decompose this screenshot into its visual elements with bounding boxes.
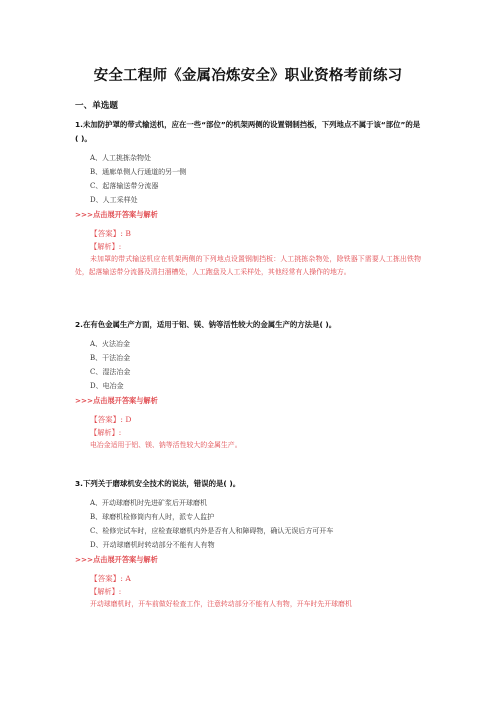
option-d: D、人工采样处 — [90, 196, 138, 204]
answer-label: 【答案】: A — [90, 574, 131, 583]
option-c: C、检修完试车时，应检查球磨机内外是否有人和障碍物，确认无误后方可开车 — [90, 527, 334, 535]
option-list — [90, 496, 421, 552]
answer-label: 【答案】: D — [90, 415, 132, 424]
option-b: B、球磨机检修筒内有人时，派专人监护 — [90, 513, 215, 521]
question-1 — [75, 118, 421, 279]
analysis-label: 【解析】: — [90, 428, 122, 437]
option-c: C、起落输送带分流器 — [90, 182, 159, 190]
question-text: 3.下列关于磨球机安全技术的说法，错误的是( )。 — [75, 479, 241, 488]
option-c: C、湿法冶金 — [90, 368, 131, 376]
option-b: B、干法冶金 — [90, 354, 131, 362]
analysis-label: 【解析】: — [90, 587, 122, 596]
option-d: D、开动球磨机时转动部分不能有人有物 — [90, 541, 215, 549]
option-a: A、开动球磨机时先进矿浆后开球磨机 — [90, 499, 208, 507]
question-3 — [75, 477, 421, 611]
question-text: 2.在有色金属生产方面，适用于铝、镁、钠等活性较大的金属生产的方法是( )。 — [75, 320, 337, 329]
analysis-text: 电冶金适用于铝、镁、钠等活性较大的金属生产。 — [90, 441, 242, 449]
option-d: D、电冶金 — [90, 382, 124, 390]
analysis-label: 【解析】: — [90, 242, 122, 251]
option-list — [90, 337, 421, 393]
expand-answer-link[interactable]: >>>点击展开答案与解析 — [75, 555, 158, 564]
option-a: A、人工挑拣杂物处 — [90, 154, 152, 162]
question-2 — [75, 318, 421, 452]
expand-answer-link[interactable]: >>>点击展开答案与解析 — [75, 210, 158, 219]
analysis-text: 开动球磨机时，开车前做好检查工作，注意转动部分不能有人有物，开车时先开球磨机 — [90, 600, 352, 608]
option-list — [90, 151, 421, 207]
question-text: 1.未加防护罩的带式输送机，应在一些“部位”的机架两侧的设置钢制挡板，下列地点不属于该“部位”的是( )。 — [75, 120, 421, 143]
option-a: A、火法冶金 — [90, 340, 131, 348]
option-b: B、通廊单侧人行通道的另一侧 — [90, 168, 187, 176]
document-title: 安全工程师《金属冶炼安全》职业资格考前练习 — [93, 68, 403, 84]
answer-label: 【答案】: B — [90, 229, 131, 238]
analysis-text: 未加罩的带式输送机应在机架两侧的下列地点设置钢制挡板：人工挑拣杂物处，除铁器下需要人工拣出铁物处，起落输送带分流器及清扫溜槽处，人工跑盘及人工采样处，其他经常有人操作的地方。 — [75, 255, 421, 276]
section-heading: 一、单选题 — [75, 101, 118, 111]
expand-answer-link[interactable]: >>>点击展开答案与解析 — [75, 396, 158, 405]
